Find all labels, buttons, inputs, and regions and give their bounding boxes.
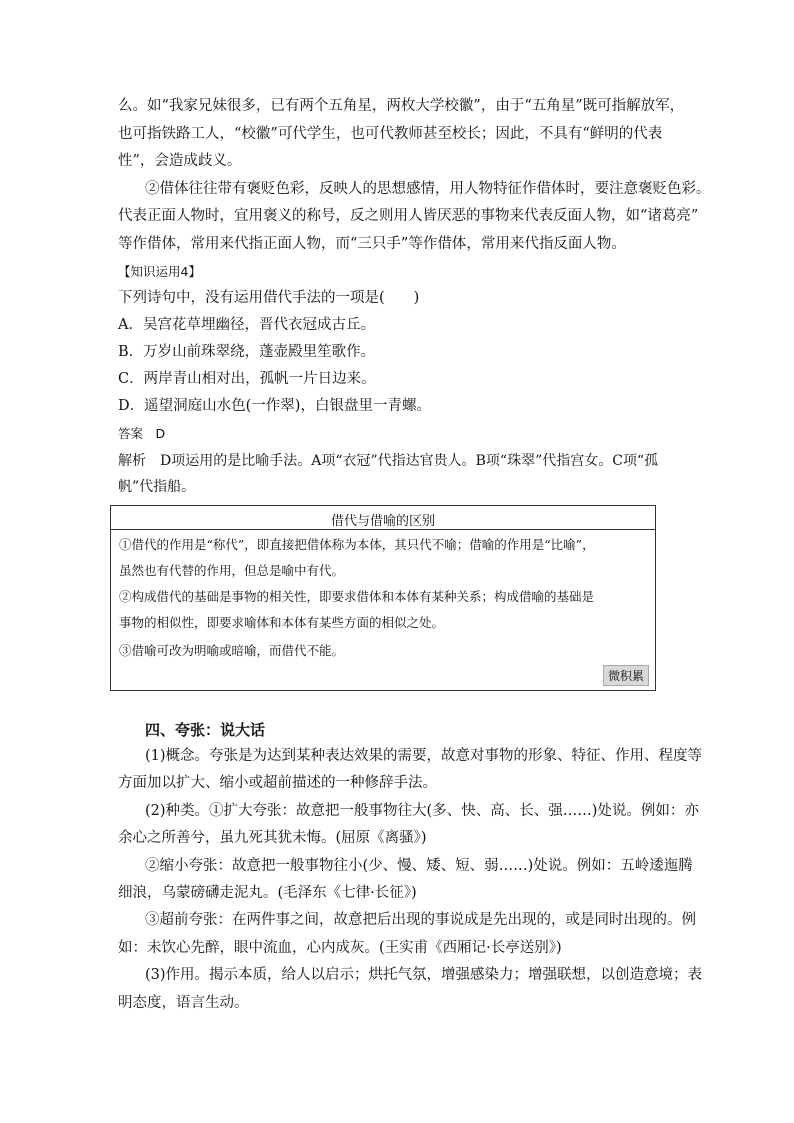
option-b: B．万岁山前珠翠绕，蓬壶殿里笙歌作。: [118, 344, 376, 360]
section4-line: (3)作用。揭示本质，给人以启示；烘托气氛，增强感染力；增强联想，以创造意境；表: [145, 967, 703, 983]
analysis-line-2: 帆”代指船。: [118, 479, 196, 495]
option-d: D．遥望洞庭山水色(一作翠)，白银盘里一青螺。: [118, 398, 431, 414]
section4-line: 细浪，乌蒙磅礴走泥丸。(毛泽东《七律·长征》): [118, 885, 417, 901]
note-line-4: 事物的相似性，即要求喻体和本体有某些方面的相似之处。: [119, 615, 445, 630]
option-c: C．两岸青山相对出，孤帆一片日边来。: [118, 371, 376, 387]
note-line-5: ③借喻可改为明喻或暗喻，而借代不能。: [119, 643, 345, 658]
analysis-line-1: 解析 D项运用的是比喻手法。A项“衣冠”代指达官贵人。B项“珠翠”代指宫女。C项“孤: [118, 453, 659, 469]
section4-line: 明态度，语言生动。: [118, 995, 249, 1011]
micro-accumulation-badge: 微积累: [603, 665, 649, 686]
point2-line-1: ②借体往往带有褒贬色彩，反映人的思想感情，用人物特征作借体时，要注意褒贬色彩。: [145, 181, 711, 197]
note-box: [110, 505, 656, 691]
section4-heading: 四、夸张：说大话: [145, 721, 266, 739]
exercise-label: 【知识运用4】: [118, 264, 201, 279]
option-a: A．吴宫花草埋幽径，晋代衣冠成古丘。: [118, 317, 375, 333]
intro-line-2: 也可指铁路工人，“校徽”可代学生，也可代教师甚至校长；因此，不具有“鲜明的代表: [118, 126, 663, 142]
section4-line: (1)概念。夸张是为达到某种表达效果的需要，故意对事物的形象、特征、作用、程度等: [145, 748, 703, 764]
note-line-1: ①借代的作用是“称代”，即直接把借体称为本体，其只代不喻；借喻的作用是“比喻”，: [119, 537, 595, 552]
section4-line: (2)种类。①扩大夸张：故意把一般事物往大(多、快、高、长、强……)处说。例如：亦: [145, 803, 699, 819]
section4-line: 方面加以扩大、缩小或超前描述的一种修辞手法。: [118, 775, 437, 791]
point2-line-3: 等作借体，常用来代指正面人物，而“三只手”等作借体，常用来代指反面人物。: [118, 236, 626, 252]
intro-line-1: 么。如“我家兄妹很多，已有两个五角星，两枚大学校徽”，由于“五角星”既可指解放军，: [118, 98, 685, 114]
note-line-2: 虽然也有代替的作用，但总是喻中有代。: [119, 563, 345, 578]
answer: 答案 D: [118, 426, 166, 441]
note-box-divider: [111, 529, 655, 530]
note-box-title: 借代与借喻的区别: [330, 514, 435, 529]
note-line-3: ②构成借代的基础是事物的相关性，即要求借体和本体有某种关系；构成借喻的基础是: [119, 589, 595, 604]
point2-line-2: 代表正面人物时，宜用褒义的称号，反之则用人皆厌恶的事物来代表反面人物，如“诸葛亮”: [118, 208, 699, 224]
intro-line-3: 性”，会造成歧义。: [118, 153, 242, 169]
section4-line: 余心之所善兮，虽九死其犹未悔。(屈原《离骚》): [118, 830, 427, 846]
section4-line: ③超前夸张：在两件事之间，故意把后出现的事说成是先出现的，或是同时出现的。例: [145, 912, 696, 928]
exercise-question: 下列诗句中，没有运用借代手法的一项是( ): [118, 290, 420, 306]
section4-line: 如：未饮心先醉，眼中流血，心内成灰。(王实甫《西厢记·长亭送别》): [118, 940, 562, 956]
section4-line: ②缩小夸张：故意把一般事物往小(少、慢、矮、短、弱……)处说。例如：五岭逶迤腾: [145, 858, 693, 874]
